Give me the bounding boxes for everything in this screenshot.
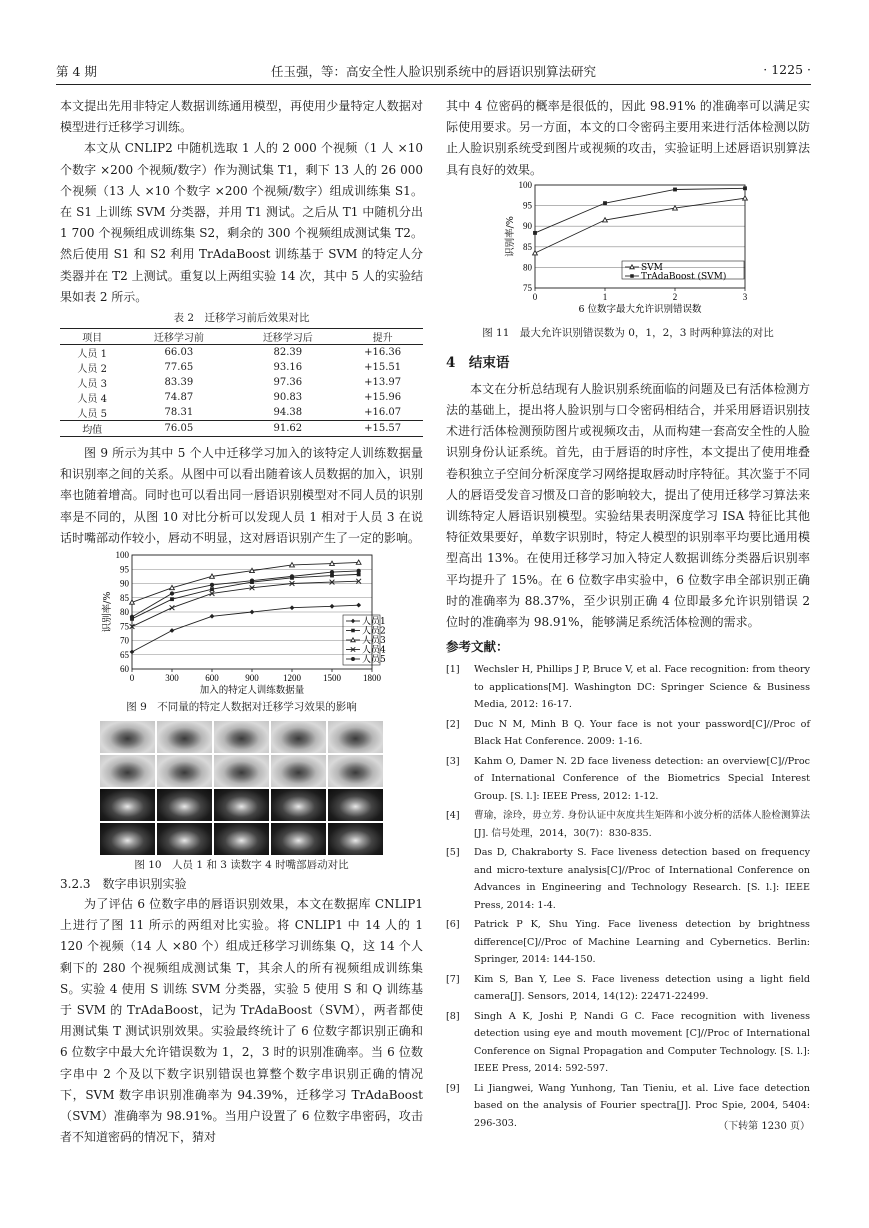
reference-text: Das D, Chakraborty S. Face liveness detection based on frequency and micro-texture analysis[C]//Proc of International Conference on Advances in Engineering and Technology Research. [S. l.]: IEEE Press, 2014: 1-4. <box>474 847 810 911</box>
table-cell: 人员 1 <box>77 349 107 361</box>
table-row <box>60 390 423 405</box>
y-tick-label: 75 <box>119 621 129 632</box>
lip-frame-image <box>271 789 326 821</box>
paragraph: 本文从 CNLIP2 中随机选取 1 人的 2 000 个视频（1 人 ×10 个数字 ×200 个视频/数字）作为测试集 T1，剩下 13 人的 26 000个视频（13 人 ×10 个数字 ×200 个视频/数字）组成训练集 S1。在 S1 上训练 SVM 分类器，并用 T1 测试。之后从 T1 中随机分出 1 700 个视频组成训练集 S2，剩余的 300 个视频组成测试集 T2。然后使用 S1 和 S2 利用 TrAdaBoost 训练基于 SVM 的特定人分类器并在 T2 上测试。重复以上两组实验 14 次，其中 5 人的实验结果如表 2 所示。 <box>60 141 423 304</box>
issue-number: 第 4 期 <box>56 64 97 79</box>
figure-10-lip-images <box>100 721 383 855</box>
right-column <box>446 96 810 1132</box>
table-header-cell: 项目 <box>82 333 103 345</box>
x-tick-label: 600 <box>204 673 219 684</box>
square-marker <box>743 186 747 190</box>
table-cell: +15.96 <box>364 392 402 404</box>
x-tick-label: 1800 <box>362 673 381 684</box>
reference-list <box>446 661 810 1132</box>
reference-text: Kim S, Ban Y, Lee S. Face liveness detection using a light field camera[J]. Sensors, 2014, 14(12): 22471-22499. <box>474 973 810 1003</box>
figure-9-chart <box>92 549 392 697</box>
figure-9-caption: 图 9 不同量的特定人数据对迁移学习效果的影响 <box>126 701 357 714</box>
triangle-marker <box>209 574 214 578</box>
x-axis-label: 加入的特定人训练数据量 <box>199 685 304 697</box>
square-marker <box>533 231 537 235</box>
lip-frame-image <box>271 755 326 787</box>
triangle-marker <box>289 563 294 567</box>
y-tick-label: 65 <box>119 649 129 660</box>
table-header-cell: 迁移学习后 <box>262 333 313 345</box>
diamond-marker <box>350 619 354 623</box>
table-cell: 66.03 <box>164 347 194 359</box>
y-tick-label: 85 <box>119 592 129 603</box>
lip-frame-image <box>157 755 212 787</box>
star-marker <box>289 574 293 578</box>
reference-number: [7] <box>446 973 460 985</box>
legend-label: SVM <box>641 262 663 273</box>
x-tick-label: 2 <box>672 291 678 302</box>
table-cell: 91.62 <box>233 421 342 437</box>
y-tick-label: 80 <box>119 607 129 618</box>
y-tick-label: 100 <box>518 180 532 190</box>
table-cell: +15.57 <box>342 421 423 437</box>
subsection-heading: 3.2.3 数字串识别实验 <box>60 877 187 892</box>
table-cell: +16.07 <box>364 407 402 419</box>
x-tick-label: 900 <box>244 673 259 684</box>
table-cell: 人员 4 <box>77 394 107 406</box>
paragraph: 为了评估 6 位数字串的唇语识别效果，本文在数据库 CNLIP1 上进行了图 11 所示的两组对比实验。将 CNLIP1 中 14 人的 1 120 个视频（14 人 ×80 个）组成迁移学习训练集 Q，这 14 个人剩下的 280 个视频组成测试集 T，其余人的所有视频组成训练集 S。实验 4 使用 S 训练 SVM 分类器，实验 5 使用 S 和 Q 训练基于 SVM 的 TrAdaBoost，记为 TrAdaBoost（SVM），两者都使用测试集 T 测试识别效果。实验最终统计了 6 位数字都识别正确和 6 位数字中最大允许错误数为 1，2，3 时的识别准确率。当 6 位数字串中 2 个及以下数字识别错误也算整个数字串识别正确的情况下，SVM 数字串识别准确率为 94.39%，迁移学习 TrAdaBoost（SVM）准确率为 98.91%。当用户设置了 6 位数字串密码，攻击者不知道密码的情况下，猜对 <box>60 897 423 1145</box>
references-heading: 参考文献： <box>446 639 509 655</box>
y-tick-label: 70 <box>119 635 129 646</box>
triangle-marker <box>129 600 134 604</box>
triangle-marker <box>329 561 334 565</box>
reference-item <box>446 916 810 969</box>
y-tick-label: 80 <box>523 262 532 273</box>
table-header-cell: 提升 <box>372 333 393 345</box>
table-row <box>60 421 423 437</box>
lip-frame-image <box>328 823 383 855</box>
figure-10-caption: 图 10 人员 1 和 3 读数字 4 时嘴部唇动对比 <box>134 859 349 872</box>
x-tick-label: 0 <box>532 291 538 302</box>
left-column <box>60 96 423 1148</box>
reference-text: Kahm O, Damer N. 2D face liveness detection: an overview[C]//Proc of International Conference of the Biometrics Special Interest Group. [S. l.]: IEEE Press, 2012: 1-12. <box>474 755 810 802</box>
paragraph: 本文在分析总结现有人脸识别系统面临的问题及已有活体检测方法的基础上，提出将人脸识别与口令密码相结合，并采用唇语识别技术进行活体检测预防图片或视频攻击，从而构建一套高安全性的人脸识别身份认证系统。首先，由于唇语的时序性，本文提出了使用堆叠卷积独立子空间分析深度学习网络提取唇动时序特征。其次鉴于不同人的唇语受发音习惯及口音的影响较大，提出了使用迁移学习算法来训练特定人唇语识别模型。实验结果表明深度学习 ISA 特征比其他特征效果要好，单数字识别时，特定人模型的识别率平均要比通用模型高出 13%。在使用迁移学习加入特定人数据训练分类器后识别率平均提升了 15%。在 6 位数字串实验中，6 位数字串全部识别正确时的准确率为 88.37%，至少识别正确 4 位即最多允许识别错误 2 位时的准确率为 98.91%，能够满足系统活体检测的需求。 <box>446 381 810 630</box>
table-cell: +15.51 <box>364 362 402 374</box>
square-marker <box>603 201 607 205</box>
square-marker <box>210 587 214 591</box>
table-cell: 83.39 <box>164 377 194 389</box>
triangle-marker <box>533 250 538 254</box>
reference-text: 曹瑜，涂玲，毋立芳. 身份认证中灰度共生矩阵和小波分析的活体人脸检测算法[J]. 信号处理，2014，30(7)：830-835. <box>474 810 810 839</box>
lip-frame-image <box>100 721 155 753</box>
x-tick-label: 1 <box>602 291 608 302</box>
y-tick-label: 85 <box>523 241 532 252</box>
reference-text: Patrick P K, Shu Ying. Face liveness detection by brightness difference[C]//Proc of Machine Learning and Cybernetics. Berlin: Springer, 2014: 144-150. <box>474 919 810 966</box>
paragraph: 本文提出先用非特定人数据训练通用模型，再使用少量特定人数据对模型进行迁移学习训练。 <box>60 99 423 135</box>
reference-item <box>446 971 810 1006</box>
table-cell: 78.31 <box>164 407 194 419</box>
lip-frame-image <box>328 721 383 753</box>
continued-note: （下转第 1230 页） <box>718 1121 810 1133</box>
series-line <box>535 198 745 253</box>
table-cell: 人员 3 <box>77 379 107 391</box>
square-marker <box>673 187 677 191</box>
table-cell: 76.05 <box>124 421 233 437</box>
star-marker <box>129 615 133 619</box>
reference-item <box>446 661 810 714</box>
lip-frame-image <box>157 823 212 855</box>
y-tick-label: 100 <box>115 550 129 561</box>
lip-frame-image <box>328 789 383 821</box>
diamond-marker <box>356 603 361 608</box>
y-axis-label: 识别率/% <box>505 215 516 257</box>
lip-frame-image <box>271 823 326 855</box>
table-row <box>60 345 423 361</box>
page-number: · 1225 · <box>763 62 811 77</box>
square-marker <box>170 597 174 601</box>
lip-frame-image <box>328 755 383 787</box>
table-cell: 均值 <box>60 421 124 437</box>
square-marker <box>351 629 355 633</box>
lip-frame-image <box>157 721 212 753</box>
figure-11-caption: 图 11 最大允许识别错误数为 0，1，2，3 时两种算法的对比 <box>482 326 774 339</box>
x-tick-label: 1500 <box>322 673 341 684</box>
paragraph: 图 9 所示为其中 5 个人中迁移学习加入的该特定人训练数据量和识别率之间的关系。从图中可以看出随着该人员数据的加入，识别率也随着增高。同时也可以看出同一唇语识别模型对不同人员的识别率是不同的，从图 10 对比分析可以发现人员 1 相对于人员 3 在说话时嘴部动作较小，唇动不明显，这对唇语识别产生了一定的影响。 <box>60 446 423 545</box>
x-tick-label: 1200 <box>282 673 301 684</box>
legend-label: 人员4 <box>361 645 386 656</box>
lip-frame-image <box>100 755 155 787</box>
y-tick-label: 60 <box>119 664 129 675</box>
paragraph: 其中 4 位密码的概率是很低的，因此 98.91% 的准确率可以满足实际使用要求。另一方面，本文的口令密码主要用来进行活体检测以防止人脸识别系统受到图片或视频的攻击，实验证明上述唇语识别算法具有良好的效果。 <box>446 99 810 177</box>
reference-number: [5] <box>446 847 460 859</box>
y-tick-label: 95 <box>119 564 129 575</box>
table-body <box>60 345 423 437</box>
table-caption: 表 2 迁移学习前后效果对比 <box>173 312 310 325</box>
running-title: 任玉强，等：高安全性人脸识别系统中的唇语识别算法研究 <box>270 64 596 79</box>
diamond-marker <box>129 650 134 655</box>
reference-number: [6] <box>446 919 460 931</box>
triangle-marker <box>743 196 748 200</box>
series-line <box>132 581 359 626</box>
reference-number: [2] <box>446 718 460 730</box>
reference-number: [8] <box>446 1010 460 1022</box>
x-axis-label: 6 位数字最大允许识别错误数 <box>578 303 702 315</box>
table-header-cell: 迁移学习前 <box>153 333 204 345</box>
diamond-marker <box>249 610 254 615</box>
page-header <box>56 62 811 82</box>
table-row <box>60 375 423 390</box>
triangle-marker <box>673 206 678 210</box>
reference-item <box>446 716 810 751</box>
star-marker <box>249 579 253 583</box>
lip-frame-image <box>214 721 269 753</box>
star-marker <box>329 570 333 574</box>
reference-text: Singh A K, Joshi P, Nandi G C. Face recognition with liveness detection using eye and mouth movement [C]//Proc of International Conference on Signal Propagation and Computer Technology. [S. l.]: IEEE Press, 2014: 592-597. <box>474 1010 810 1075</box>
diamond-marker <box>289 605 294 610</box>
legend-label: TrAdaBoost (SVM) <box>641 271 727 282</box>
header-rule <box>56 84 811 85</box>
reference-number: [9] <box>446 1082 460 1094</box>
table-row <box>60 360 423 375</box>
y-tick-label: 90 <box>119 578 129 589</box>
reference-text: Duc N M, Minh B Q. Your face is not your password[C]//Proc of Black Hat Conference. 2009: 1-16. <box>474 718 810 748</box>
legend-label: 人员3 <box>361 636 386 647</box>
star-marker <box>351 657 355 661</box>
x-tick-label: 3 <box>742 291 748 302</box>
legend-label: 人员2 <box>361 626 386 637</box>
lip-frame-image <box>214 823 269 855</box>
reference-item <box>446 753 810 806</box>
results-table <box>60 328 423 437</box>
lip-frame-image <box>214 789 269 821</box>
series-line <box>132 571 359 617</box>
triangle-marker <box>249 568 254 572</box>
section-heading: 4 结束语 <box>446 354 510 371</box>
y-tick-label: 90 <box>523 221 532 232</box>
triangle-marker <box>169 585 174 589</box>
y-tick-label: 95 <box>523 200 532 211</box>
diamond-marker <box>209 614 214 619</box>
lip-frame-image <box>100 789 155 821</box>
table-cell: 人员 5 <box>77 409 107 421</box>
triangle-marker <box>350 638 354 642</box>
reference-number: [3] <box>446 755 460 767</box>
reference-item <box>446 807 810 842</box>
table-header-row <box>60 329 423 345</box>
table-cell: 97.36 <box>273 377 303 389</box>
legend-label: 人员1 <box>361 617 386 628</box>
y-axis-label: 识别率/% <box>101 591 113 633</box>
y-tick-label: 75 <box>523 282 532 293</box>
lip-frame-image <box>271 721 326 753</box>
triangle-marker <box>356 560 361 564</box>
table-row <box>60 405 423 421</box>
x-tick-label: 0 <box>129 673 134 684</box>
reference-number: [4] <box>446 810 460 822</box>
square-marker <box>630 274 634 278</box>
star-marker <box>356 569 360 573</box>
table-cell: 82.39 <box>273 347 303 359</box>
reference-item <box>446 1008 810 1078</box>
triangle-marker <box>630 265 634 269</box>
table-cell: 74.87 <box>164 392 194 404</box>
table-cell: 人员 2 <box>77 364 107 376</box>
legend-label: 人员5 <box>361 655 386 666</box>
table-cell: +16.36 <box>364 347 402 359</box>
lip-frame-image <box>214 755 269 787</box>
x-tick-label: 300 <box>164 673 179 684</box>
x-marker <box>169 605 174 610</box>
table-cell: +13.97 <box>364 377 402 389</box>
table-cell: 93.16 <box>273 362 303 374</box>
reference-text: Wechsler H, Phillips J P, Bruce V, et al. Face recognition: from theory to applications[M]. Washington DC: Springer Science & Business Media, 2012: 16-17. <box>474 664 810 711</box>
diamond-marker <box>329 604 334 609</box>
table-cell: 90.83 <box>273 392 303 404</box>
reference-number: [1] <box>446 664 460 676</box>
lip-frame-image <box>100 823 155 855</box>
star-marker <box>209 583 213 587</box>
reference-item <box>446 844 810 914</box>
reference-text: Li Jiangwei, Wang Yunhong, Tan Tieniu, et al. Live face detection based on the analysis of Fourier spectra[J]. Proc Spie, 2004, 5404: 296-303. <box>474 1082 810 1129</box>
diamond-marker <box>169 628 174 633</box>
lip-frame-image <box>157 789 212 821</box>
table-cell: 77.65 <box>164 362 194 374</box>
figure-11-chart <box>503 181 753 323</box>
star-marker <box>169 591 173 595</box>
table-cell: 94.38 <box>273 407 303 419</box>
triangle-marker <box>603 217 608 221</box>
